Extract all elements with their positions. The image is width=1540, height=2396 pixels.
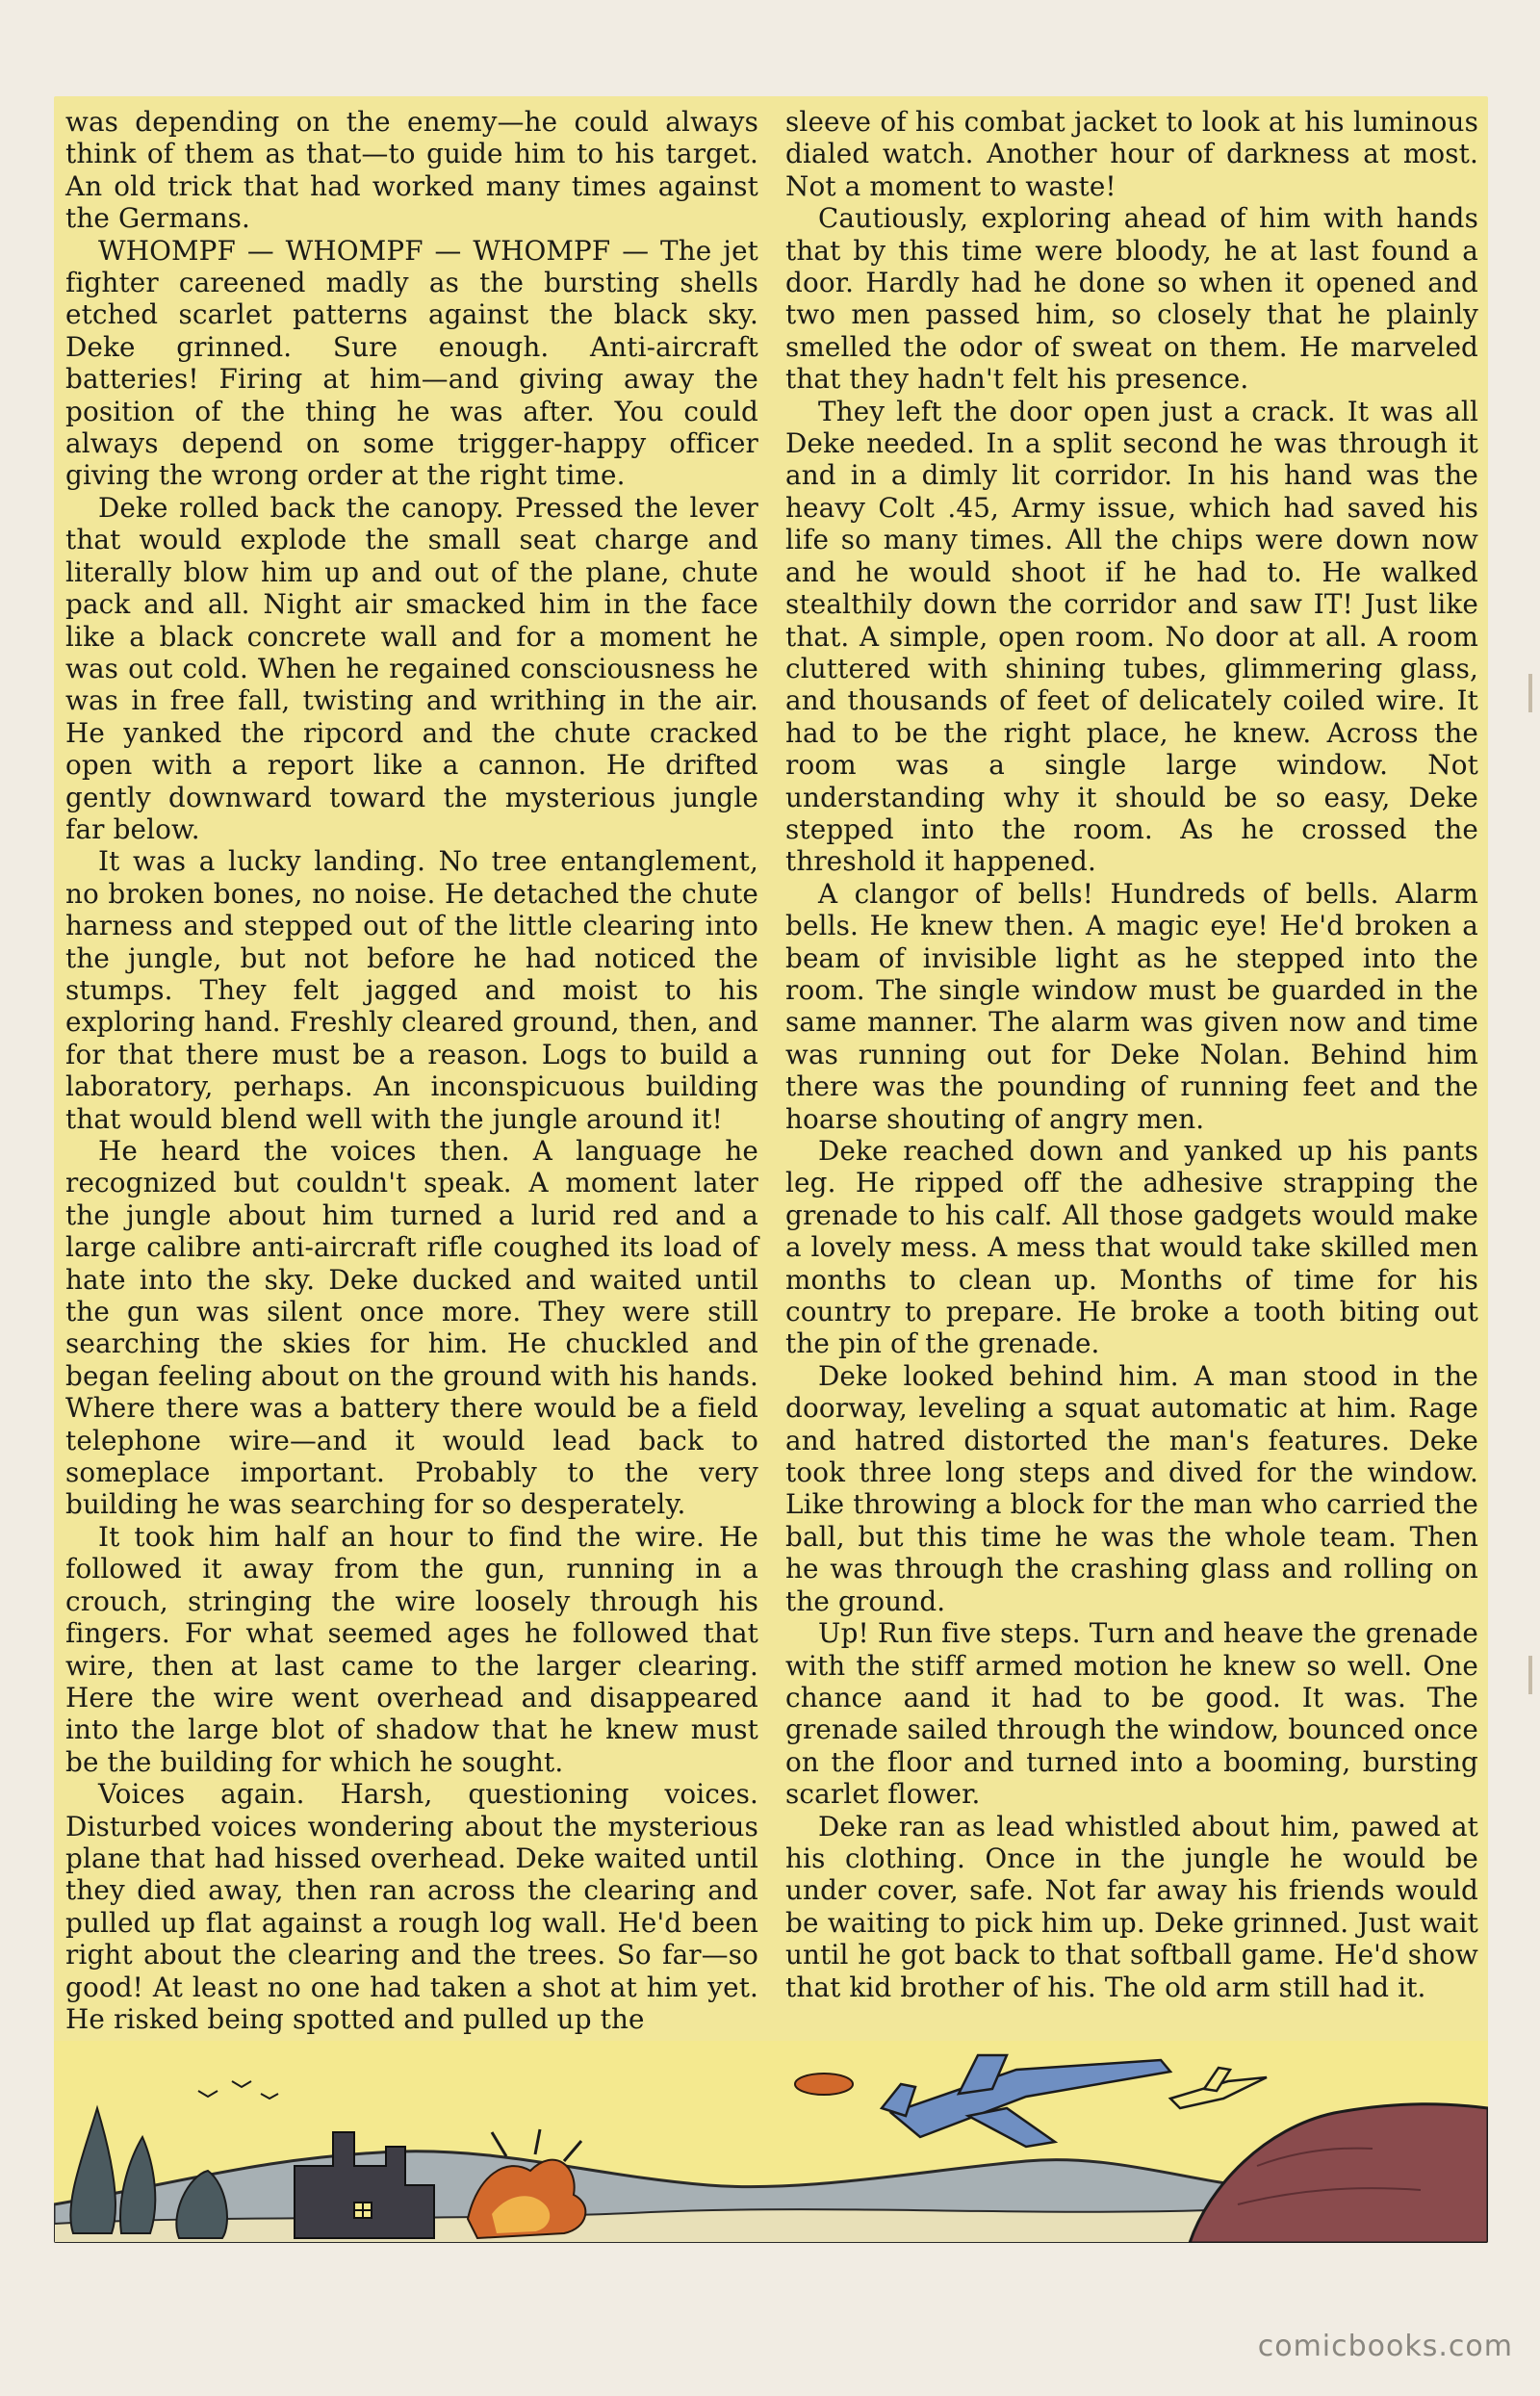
paragraph: WHOMPF — WHOMPF — WHOMPF — The jet fighter careened madly as the bursting shells etched scarlet patterns against the black sky. Deke grinned. Sure enough. Anti-aircraft batteries! Firing at him—and giving away the position of the thing he was after. You could always depend on some trigger-happy officer giving the wrong order at the right time.	[65, 234, 758, 492]
paragraph: Deke ran as lead whistled about him, pawed at his clothing. Once in the jungle he would be under cover, safe. Not far away his friends would be waiting to pick him up. Deke grinned. Just wait until he got back to that softball game. He'd show that kid brother of his. The old arm still had it.	[785, 1810, 1478, 2003]
paragraph: It took him half an hour to find the wire. He followed it away from the gun, running in a crouch, stringing the wire loosely through his fingers. For what seemed ages he followed that wire, then at last came to the larger clearing. Here the wire went overhead and disappeared into the large blot of shadow that he knew must be the building for which he sought.	[65, 1520, 758, 1778]
paragraph: Deke rolled back the canopy. Pressed the lever that would explode the small seat charge and literally blow him up and out of the plane, chute pack and all. Night air smacked him in the face like a black concrete wall and for a moment he was out cold. When he regained consciousness he was in free fall, twisting and writhing in the air. He yanked the ripcord and the chute cracked open with a report like a cannon. He drifted gently downward toward the mysterious jungle far below.	[65, 491, 758, 845]
paragraph: They left the door open just a crack. It was all Deke needed. In a split second he was through it and in a dimly lit corridor. In his hand was the heavy Colt .45, Army issue, which had saved his life so many times. All the chips were down now and he would shoot if he had to. He walked stealthily down the corridor and saw IT! Just like that. A simple, open room. No door at all. A room cluttered with shining tubes, glimmering glass, and thousands of feet of delicately coiled wire. It had to be the right place, he knew. Across the room was a single large window. Not understanding why it should be so easy, Deke stepped into the room. As he crossed the threshold it happened.	[785, 395, 1478, 878]
paragraph: He heard the voices then. A language he recognized but couldn't speak. A moment later the jungle about him turned a lurid red and a large calibre anti-aircraft rifle coughed its load of hate into the sky. Deke ducked and waited until the gun was silent once more. They were still searching the skies for him. He chuckled and began feeling about on the ground with his hands. Where there was a battery there would be a field telephone wire—and it would lead back to someplace important. Probably to the very building he was searching for so desperately.	[65, 1135, 758, 1521]
paragraph: A clangor of bells! Hundreds of bells. Alarm bells. He knew then. A magic eye! He'd broken a beam of invisible light as he stepped into the room. The single window must be guarded in the same manner. The alarm was given now and time was running out for Deke Nolan. Behind him there was the pounding of running feet and the hoarse shouting of angry men.	[785, 877, 1478, 1135]
flak-burst	[795, 2074, 853, 2095]
right-text-column	[785, 106, 1478, 2003]
page-edge-mark	[1528, 674, 1532, 712]
paragraph: Up! Run five steps. Turn and heave the grenade with the stiff armed motion he knew so well. One chance aand it had to be good. It was. The grenade sailed through the window, bounced once on the floor and turned into a booming, bursting scarlet flower.	[785, 1617, 1478, 1811]
paragraph: sleeve of his combat jacket to look at his luminous dialed watch. Another hour of darkness at most. Not a moment to waste!	[785, 106, 1478, 202]
paragraph: was depending on the enemy—he could always think of them as that—to guide him to his target. An old trick that had worked many times against the Germans.	[65, 106, 758, 235]
story-page	[54, 96, 1488, 2243]
paragraph: Cautiously, exploring ahead of him with hands that by this time were bloody, he at last found a door. Hardly had he done so when it opened and two men passed him, so closely that he plainly smelled the odor of sweat on them. He marveled that they hadn't felt his presence.	[785, 202, 1478, 396]
left-text-column	[65, 106, 758, 2035]
paragraph: Voices again. Harsh, questioning voices. Disturbed voices wondering about the mysterious plane that had hissed overhead. Deke waited until they died away, then ran across the clearing and pulled up flat against a rough log wall. He'd been right about the clearing and the trees. So far—so good! At least no one had taken a shot at him yet. He risked being spotted and pulled up the	[65, 1778, 758, 2035]
jungle-battle-illustration	[54, 2041, 1488, 2243]
watermark: comicbooks.com	[1257, 2330, 1513, 2363]
page-edge-mark	[1528, 1656, 1532, 1694]
paragraph: Deke looked behind him. A man stood in the doorway, leveling a squat automatic at him. Rage and hatred distorted the man's features. Deke took three long steps and dived for the window. Like throwing a block for the man who carried the ball, but this time he was the whole team. Then he was through the crashing glass and rolling on the ground.	[785, 1359, 1478, 1617]
paragraph: Deke reached down and yanked up his pants leg. He ripped off the adhesive strapping the grenade to his calf. All those gadgets would make a lovely mess. A mess that would take skilled men months to clean up. Months of time for his country to prepare. He broke a tooth biting out the pin of the grenade.	[785, 1135, 1478, 1360]
paragraph: It was a lucky landing. No tree entanglement, no broken bones, no noise. He detached the chute harness and stepped out of the little clearing into the jungle, but not before he had noticed the stumps. They felt jagged and moist to his exploring hand. Freshly cleared ground, then, and for that there must be a reason. Logs to build a laboratory, perhaps. An inconspicuous building that would blend well with the jungle around it!	[65, 845, 758, 1135]
